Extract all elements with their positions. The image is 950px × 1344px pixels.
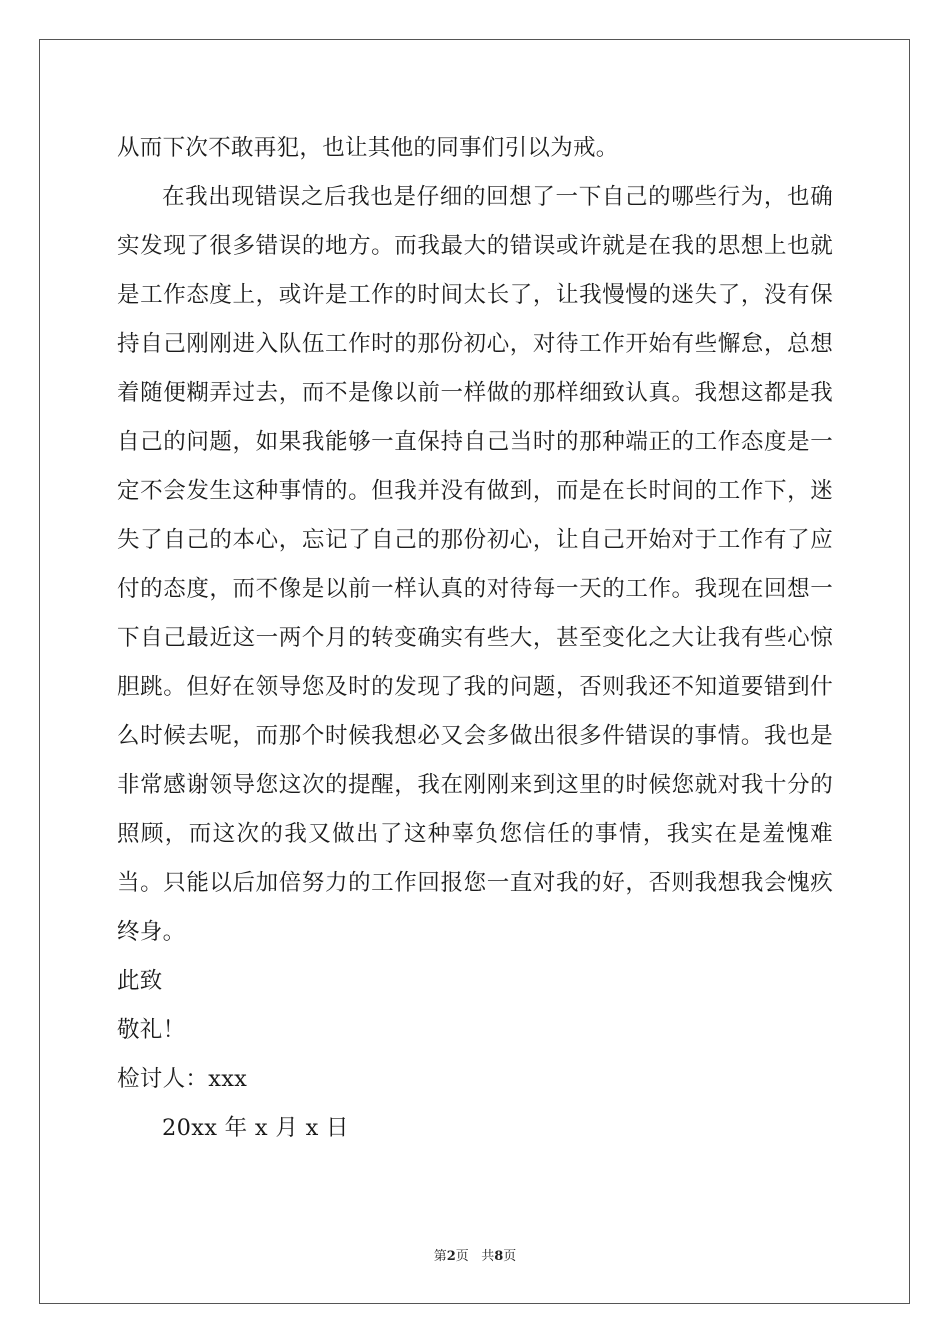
page-footer xyxy=(0,1248,950,1266)
closing-line: 此致 xyxy=(117,968,163,994)
page-current: 2 xyxy=(446,1249,456,1264)
salute-line: 敬礼！ xyxy=(117,1017,186,1043)
paragraph-reflection: 在我出现错误之后我也是仔细的回想了一下自己的哪些行为，也确实发现了很多错误的地方。而我最大的错误或许就是在我的思想上也就是工作态度上，或许是工作的时间太长了，让我慢慢的迷失了，没有保持自己刚刚进入队伍工作时的那份初心，对待工作开始有些懈怠，总想着随便糊弄过去，而不是像以前一样做的那样细致认真。我想这都是我自己的问题，如果我能够一直保持自己当时的那种端正的工作态度是一定不会发生这种事情的。但我并没有做到，而是在长时间的工作下，迷失了自己的本心，忘记了自己的那份初心，让自己开始对于工作有了应付的态度，而不像是以前一样认真的对待每一天的工作。我现在回想一下自己最近这一两个月的转变确实有些大，甚至变化之大让我有些心惊胆跳。但好在领导您及时的发现了我的问题，否则我还不知道要错到什么时候去呢，而那个时候我想必又会多做出很多件错误的事情。我也是非常感谢领导您这次的提醒，我在刚刚来到这里的时候您就对我十分的照顾，而这次的我又做出了这种辜负您信任的事情，我实在是羞愧难当。只能以后加倍努力的工作回报您一直对我的好，否则我想我会愧疚终身。 xyxy=(117,184,833,945)
date-line: 20xx 年 x 月 x 日 xyxy=(162,1115,349,1141)
signature-line: 检讨人：xxx xyxy=(117,1066,248,1092)
page-suffix: 页 xyxy=(455,1249,469,1264)
document-body xyxy=(117,124,833,1153)
total-suffix: 页 xyxy=(503,1249,517,1264)
page-total: 8 xyxy=(494,1249,504,1264)
total-prefix: 共 xyxy=(481,1249,495,1264)
page-prefix: 第 xyxy=(433,1249,447,1264)
paragraph-continuation: 从而下次不敢再犯，也让其他的同事们引以为戒。 xyxy=(117,135,619,161)
